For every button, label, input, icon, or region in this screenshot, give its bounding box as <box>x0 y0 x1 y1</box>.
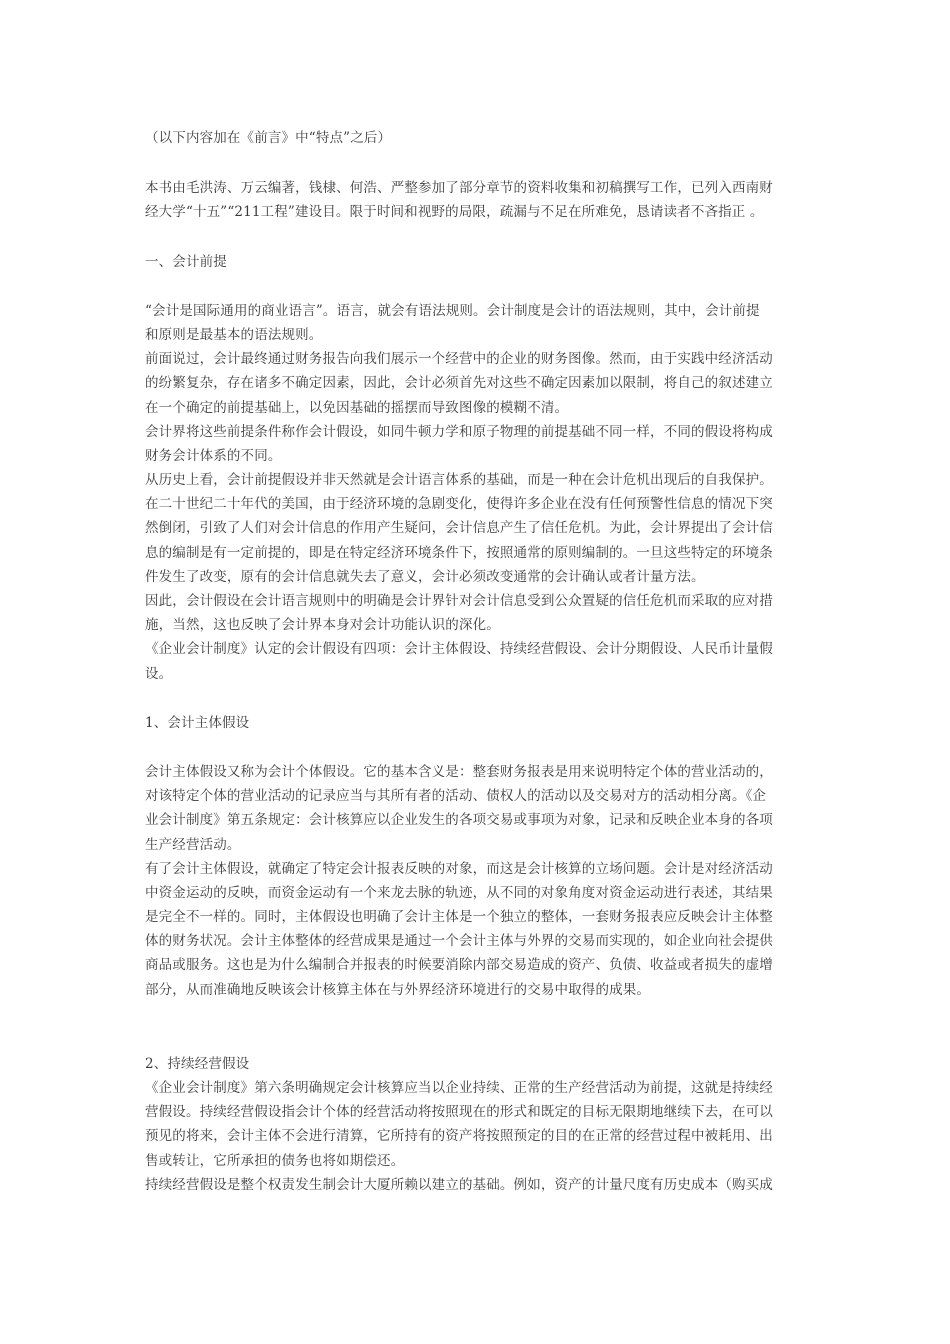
paragraph-line: 在二十世纪二十年代的美国，由于经济环境的急剧变化，使得许多企业在没有任何预警性信息的情况下突 <box>145 496 773 513</box>
paragraph-line: 持续经营假设是整个权责发生制会计大厦所赖以建立的基础。例如，资产的计量尺度有历史成本（购买成 <box>145 1176 773 1193</box>
paragraph-line: 息的编制是有一定前提的，即是在特定经济环境条件下，按照通常的原则编制的。一旦这些特定的环境条 <box>145 544 773 561</box>
paragraph-line: 件发生了改变，原有的会计信息就失去了意义，会计必须改变通常的会计确认或者计量方法。 <box>145 568 705 585</box>
intro-line: 本书由毛洪涛、万云编著，钱棣、何浩、严整参加了部分章节的资料收集和初稿撰写工作，已列入西南财 <box>145 180 773 197</box>
paragraph-line: 售或转让，它所承担的债务也将如期偿还。 <box>145 1152 405 1169</box>
paragraph-line: 是完全不一样的。同时，主体假设也明确了会计主体是一个独立的整体，一套财务报表应反映会计主体整 <box>145 909 773 926</box>
paragraph-line: 会计界将这些前提条件称作会计假设，如同牛顿力学和原子物理的前提基础不同一样，不同的假设将构成 <box>145 423 773 440</box>
paragraph-line: 《企业会计制度》认定的会计假设有四项：会计主体假设、持续经营假设、会计分期假设、人民币计量假 <box>145 641 773 658</box>
section-entity-body <box>145 760 810 1002</box>
paragraph-line: 对该特定个体的营业活动的记录应当与其所有者的活动、债权人的活动以及交易对方的活动相分离。《企 <box>145 788 767 805</box>
paragraph-line: 因此，会计假设在会计语言规则中的明确是会计界针对会计信息受到公众置疑的信任危机而采取的应对措 <box>145 593 773 609</box>
paragraph-line: 会计主体假设又称为会计个体假设。它的基本含义是：整套财务报表是用来说明特定个体的营业活动的， <box>145 763 773 780</box>
paragraph-line: 前面说过，会计最终通过财务报告向我们展示一个经营中的企业的财务图像。然而，由于实践中经济活动 <box>145 351 773 368</box>
section-going-concern-body <box>145 1076 810 1197</box>
paragraph-line: “会计是国际通用的商业语言”。语言，就会有语法规则。会计制度是会计的语法规则，其中，会计前提 <box>145 302 760 319</box>
paragraph-line: 预见的将来，会计主体不会进行清算，它所持有的资产将按照预定的目的在正常的经营过程中被耗用、出 <box>145 1128 773 1145</box>
intro-line: 经大学“十五”“211工程”建设目。限于时间和视野的局限，疏漏与不足在所难免，恳请读者不吝指正 。 <box>145 204 764 221</box>
paragraph-line: 在一个确定的前提基础上，以免因基础的摇摆而导致图像的模糊不清。 <box>145 399 569 416</box>
paragraph-line: 商品或服务。这也是为什么编制合并报表的时候要消除内部交易造成的资产、负债、收益或者损失的虚增 <box>145 957 773 974</box>
paragraph-line: 和原则是最基本的语法规则。 <box>145 326 323 343</box>
insertion-note: （以下内容加在《前言》中“特点”之后） <box>145 130 392 146</box>
paragraph-line: 《企业会计制度》第六条明确规定会计核算应当以企业持续、正常的生产经营活动为前提，这就是持续经 <box>145 1080 773 1096</box>
paragraph-line: 生产经营活动。 <box>145 836 241 853</box>
paragraph-line: 然倒闭，引致了人们对会计信息的作用产生疑问，会计信息产生了信任危机。为此，会计界提出了会计信 <box>145 520 773 537</box>
paragraph-line: 财务会计体系的不同。 <box>145 447 282 464</box>
paragraph-line: 从历史上看，会计前提假设并非天然就是会计语言体系的基础，而是一种在会计危机出现后的自我保护。 <box>145 472 773 489</box>
paragraph-line: 设。 <box>145 665 173 682</box>
section-heading-accounting-premise: 一、会计前提 <box>145 253 227 270</box>
paragraph-line: 营假设。持续经营假设指会计个体的经营活动将按照现在的形式和既定的目标无限期地继续下去，在可以 <box>145 1104 773 1121</box>
section-heading-entity-assumption: 1、会计主体假设 <box>145 714 250 731</box>
paragraph-line: 有了会计主体假设，就确定了特定会计报表反映的对象，而这是会计核算的立场问题。会计是对经济活动 <box>145 860 773 877</box>
paragraph-line: 施，当然，这也反映了会计界本身对会计功能认识的深化。 <box>145 617 500 634</box>
paragraph-line: 中资金运动的反映，而资金运动有一个来龙去脉的轨迹，从不同的对象角度对资金运动进行表述，其结果 <box>145 884 773 901</box>
paragraph-line: 体的财务状况。会计主体整体的经营成果是通过一个会计主体与外界的交易而实现的，如企业向社会提供 <box>145 933 773 950</box>
paragraph-line: 业会计制度》第五条规定：会计核算应以企业发生的各项交易或事项为对象，记录和反映企业本身的各项 <box>145 812 773 829</box>
document-body <box>145 126 810 1197</box>
section-heading-going-concern: 2、持续经营假设 <box>145 1055 250 1072</box>
section-premise-body <box>145 299 810 686</box>
paragraph-line: 的纷繁复杂，存在诸多不确定因素，因此，会计必须首先对这些不确定因素加以限制，将自己的叙述建立 <box>145 375 773 392</box>
paragraph-line: 部分，从而准确地反映该会计核算主体在与外界经济环境进行的交易中取得的成果。 <box>145 981 651 998</box>
